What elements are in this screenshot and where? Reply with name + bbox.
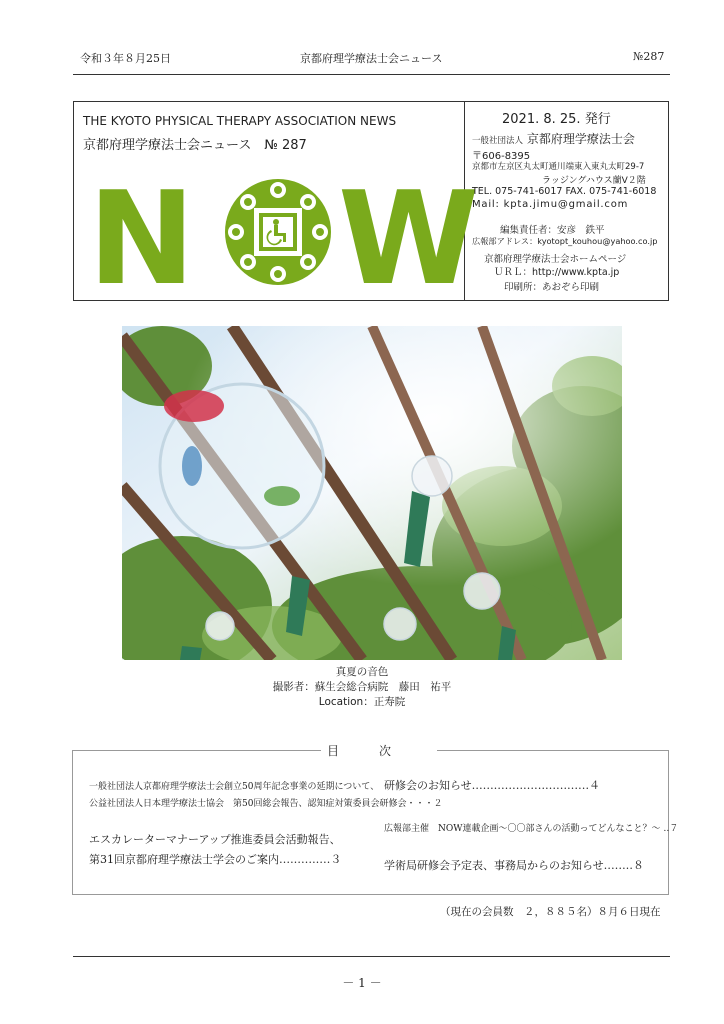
wheelchair-emblem-icon (224, 178, 332, 286)
toc-item-4[interactable]: 広報部主催 NOW連載企画～〇〇部さんの活動ってどんなこと？～ ‥７ (384, 824, 679, 834)
address-2: ラッジングハウス蘭V２階 (542, 176, 646, 186)
toc-item-1-line1[interactable]: 一般社団法人京都府理学療法士会創立50周年記念事業の延期について、 (89, 782, 380, 792)
issue-date: 2021. 8. 25. 発行 (502, 112, 611, 127)
english-title: THE KYOTO PHYSICAL THERAPY ASSOCIATION NEWS (83, 114, 397, 128)
header-rule (73, 74, 670, 75)
toc-item-3[interactable]: 研修会のお知らせ‥‥‥‥‥‥‥‥‥‥‥‥‥‥‥‥４ (384, 779, 601, 792)
table-of-contents (72, 744, 679, 895)
toc-title: 目次 (321, 742, 437, 759)
members-note: （現在の会員数 ２，８８５名）８月６日現在 (440, 906, 661, 918)
photo-title: 真夏の音色 (335, 666, 389, 678)
header-number: №287 (633, 50, 665, 63)
toc-item-2-line1[interactable]: エスカレーターマナーアップ推進委員会活動報告、 (89, 833, 341, 846)
toc-item-5[interactable]: 学術局研修会予定表、事務局からのお知らせ‥‥‥‥８ (384, 859, 645, 872)
postal: 〒606-8395 (472, 151, 531, 162)
toc-item-2-line2[interactable]: 第31回京都府理学療法士学会のご案内‥‥‥‥‥‥‥３ (89, 853, 342, 866)
photo-credit: 撮影者：蘇生会総合病院 藤田 祐平 (272, 681, 452, 693)
org-prefix: 一般社団法人 (472, 136, 524, 146)
homepage-url: ＵＲＬ：http://www.kpta.jp (494, 267, 620, 278)
header-date: 令和３年８月25日 (80, 52, 171, 65)
toc-item-1-line2[interactable]: 公益社団法人日本理学療法士協会 第50回総会報告、認知症対策委員会研修会・・・２ (89, 799, 443, 809)
masthead (73, 101, 669, 314)
jp-title: 京都府理学療法士会ニュース № 287 (83, 138, 307, 153)
cover-photo (122, 326, 622, 660)
homepage-label: 京都府理学療法士会ホームページ (484, 254, 627, 265)
org-name: 京都府理学療法士会 (526, 132, 635, 146)
tel-fax: TEL. 075-741-6017 FAX. 075-741-6018 (472, 186, 657, 197)
printer: 印刷所：あおぞら印刷 (504, 282, 600, 293)
address-1: 京都市左京区丸太町通川端東入東丸太町29-7 (472, 162, 645, 172)
logo-letter-w: W (338, 165, 480, 314)
pr-address: 広報部アドレス：kyotopt_kouhou@yahoo.co.jp (472, 236, 658, 246)
org-line (472, 130, 635, 147)
photo-location: Location：正寿院 (318, 696, 406, 708)
header-title: 京都府理学療法士会ニュース (300, 52, 443, 65)
editor: 編集責任者：安彦 鉄平 (500, 225, 605, 236)
mail-address: Mail: kpta.jimu@gmail.com (472, 199, 629, 210)
page-number: － 1 － (342, 976, 382, 990)
logo-letter-n: N (88, 165, 196, 314)
footer-rule (73, 956, 670, 957)
